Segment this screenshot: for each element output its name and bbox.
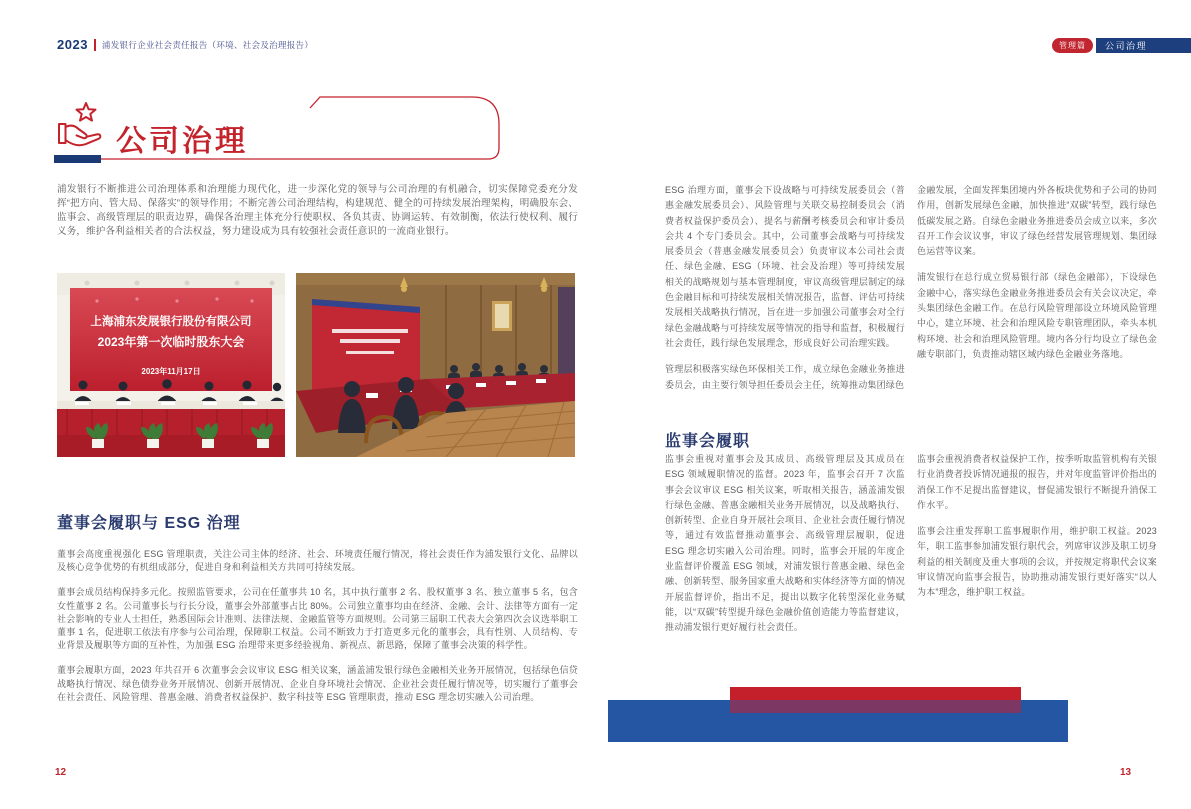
supervisory-consumer-paragraph: 监事会重视消费者权益保护工作，按季听取监管机构有关银行业消费者投诉情况通报的报告，并对年度监管评价指出的消保工作不足提出监督建议，督促浦发银行不断提升消保工作水平。 — [917, 454, 1157, 510]
header-left — [57, 37, 313, 52]
photo1-screen-line2: 2023年第一次临时股东大会 — [97, 335, 245, 349]
section-heading-board-esg: 董事会履职与 ESG 治理 — [57, 515, 241, 532]
board-section — [57, 510, 578, 716]
board-paragraph-3: 董事会履职方面，2023 年共召开 6 次董事会会议审议 ESG 相关议案，涵盖浦发银行绿色金融相关业务开展情况，包括绿色信贷战略执行情况、绿色债券业务开展情况、创新开展情况、企业自身环境社会情况、企业社会责任履行情况等，切实履行了董事会在社会责任、风险管理、普惠金融、消费者权益保护、数字科技等 ESG 管理职责，推动 ESG 理念切实融入公司治理。 — [57, 665, 578, 702]
section-heading-supervisory: 监事会履职 — [665, 433, 751, 451]
right-col1-top — [665, 183, 905, 404]
esg-governance-paragraph: ESG 治理方面，董事会下设战略与可持续发展委员会（普惠金融发展委员会）、风险管理与关联交易控制委员会（消费者权益保护委员会）、提名与薪酬考核委员会和审计委员会共 4 个专门委员会。其中，公司董事会战略与可持续发展委员会（普惠金融发展委员会）负责审议本公司社会责任、绿色金融、ESG（环境、社会及治理）等可持续发展相关的战略规划与基本管理制度，审议高级管理层制定的绿色金融目标和可持续发展相关情况报告，监督、评估可持续发展相关战略执行情况，旨在进一步加强公司董事会对全行绿色金融战略与可持续发展等情况的指导和监督，积极履行社会责任，践行绿色发展理念，形成良好公司治理实践。 — [665, 185, 905, 348]
header-report-title: 浦发银行企业社会责任报告（环境、社会及治理报告） — [101, 39, 314, 50]
photo1-screen-line1: 上海浦东发展银行股份有限公司 — [90, 316, 252, 328]
green-finance-dept-paragraph: 浦发银行在总行成立贸易银行部（绿色金融部），下设绿色金融中心，落实绿色金融业务推进委员会有关会议决定，牵头集团绿色金融工作。在总行风险管理部设立环境风险管理中心，建立环境、社会和治理风险专职管理团队，牵头本机构环境、社会和治理风险管理。境内各分行均设立了绿色金融专职部门，负责推动辖区域内绿色金融业务落地。 — [917, 272, 1157, 359]
right-col1-bottom — [665, 452, 905, 647]
right-col2-top — [917, 183, 1157, 373]
header-divider — [94, 39, 96, 51]
board-paragraph-1: 董事会高度重视强化 ESG 管理职责，关注公司主体的经济、社会、环境责任履行情况，将社会责任作为浦发银行文化、品牌以及核心竞争优势的有机组成部分，促进自身和利益相关方共同可持续发展。 — [57, 549, 578, 573]
page-number-right: 13 — [1120, 767, 1132, 778]
header-year: 2023 — [57, 37, 88, 52]
chapter-title: 公司治理 — [116, 125, 248, 158]
board-paragraph-2: 董事会成员结构保持多元化。按照监管要求，公司在任董事共 10 名，其中执行董事 2 名、股权董事 3 名、独立董事 5 名，包含女性董事 2 名。公司董事长与行长分设，董事会外部董事占比 80%。公司独立董事均由在经济、金融、会计、法律等方面有一定社会影响的专业人士担任，熟悉国际会计准则、法律法规、金融监管等方面规则。公司第三届职工代表大会第四次会议选举职工董事 1 名，促进职工依法有序参与公司治理，保障职工权益。公司不断致力于打造更多元化的董事会，具有性别、人员结构、专业背景及履职等方面的互补性，为加强 ESG 治理带来更多经验视角、新视点、新思路，保障了董事会决策的科学性。 — [57, 587, 578, 651]
chapter-badge: 公司治理 — [1096, 38, 1191, 53]
photo1-screen-date: 2023年11月17日 — [141, 367, 201, 376]
bottom-red-bar-overlap — [730, 700, 1021, 713]
intro-paragraph: 浦发银行不断推进公司治理体系和治理能力现代化，进一步深化党的领导与公司治理的有机融合，切实保障党委充分发挥“把方向、管大局、保落实”的领导作用；不断完善公司治理结构，构建规范、健全的可持续发展治理架构，明确股东会、监事会、高级管理层的职责边界，确保各治理主体充分行使职权、各负其责、协调运转、有效制衡，依法行使权利、履行义务，维护各利益相关者的合法权益，努力建设成为具有较强社会责任意识的一流商业银行。 — [57, 184, 578, 237]
board-meeting-photo — [296, 273, 575, 457]
bottom-red-bar — [730, 687, 1021, 700]
photo-row — [57, 273, 575, 457]
shareholders-meeting-photo — [57, 273, 285, 457]
section-badge: 管理篇 — [1052, 38, 1093, 53]
hand-holding-star-icon — [55, 100, 107, 152]
management-green-paragraph-cont: 金融发展，全面发挥集团境内外各板块优势和子公司的协同作用，创新发展绿色金融，加快推进“双碳”转型，践行绿色低碳发展之路。自绿色金融业务推进委员会成立以来，多次召开工作会议议事，审议了绿色经营发展管理规划、集团绿色运营等议案。 — [917, 185, 1157, 257]
right-col2-bottom — [917, 452, 1157, 612]
supervisory-employee-paragraph: 监事会注重发挥职工监事履职作用，维护职工权益。2023 年，职工监事参加浦发银行职代会，列席审议涉及职工切身利益的相关制度及重大事项的会议，并按规定将职代会议案审议情况向监事会报告，协助推动浦发银行更好落实“以人为本”理念，维护职工权益。 — [917, 526, 1157, 598]
supervisory-paragraph-1: 监事会重视对董事会及其成员、高级管理层及其成员在 ESG 领域履职情况的监督。2023 年，监事会召开 7 次监事会会议审议 ESG 相关议案，听取相关报告，涵盖浦发银行绿色金融、普惠金融相关业务开展情况，以及战略执行、创新转型、企业自身开展社会项目、企业社会责任履行情况等，通过有效监督推动董事会、高级管理层履职，促进 ESG 理念切实融入公司治理。同时，监事会开展的年度企业监督评价覆盖 ESG 领域，对浦发银行普惠金融、绿色金融、创新转型、服务国家重大战略和实体经济等方面的情况开展监督评价，指出不足，提出以数字化转型深化业务赋能，以“双碳”转型提升绿色金融价值创造能力等监督建议，推动浦发银行更好履行社会责任。 — [665, 454, 905, 633]
management-green-paragraph-start: 管理层积极落实绿色环保相关工作，成立绿色金融业务推进委员会，由主要行领导担任委员会主任，统筹推动集团绿色 — [665, 364, 905, 390]
page-number-left: 12 — [55, 767, 67, 778]
